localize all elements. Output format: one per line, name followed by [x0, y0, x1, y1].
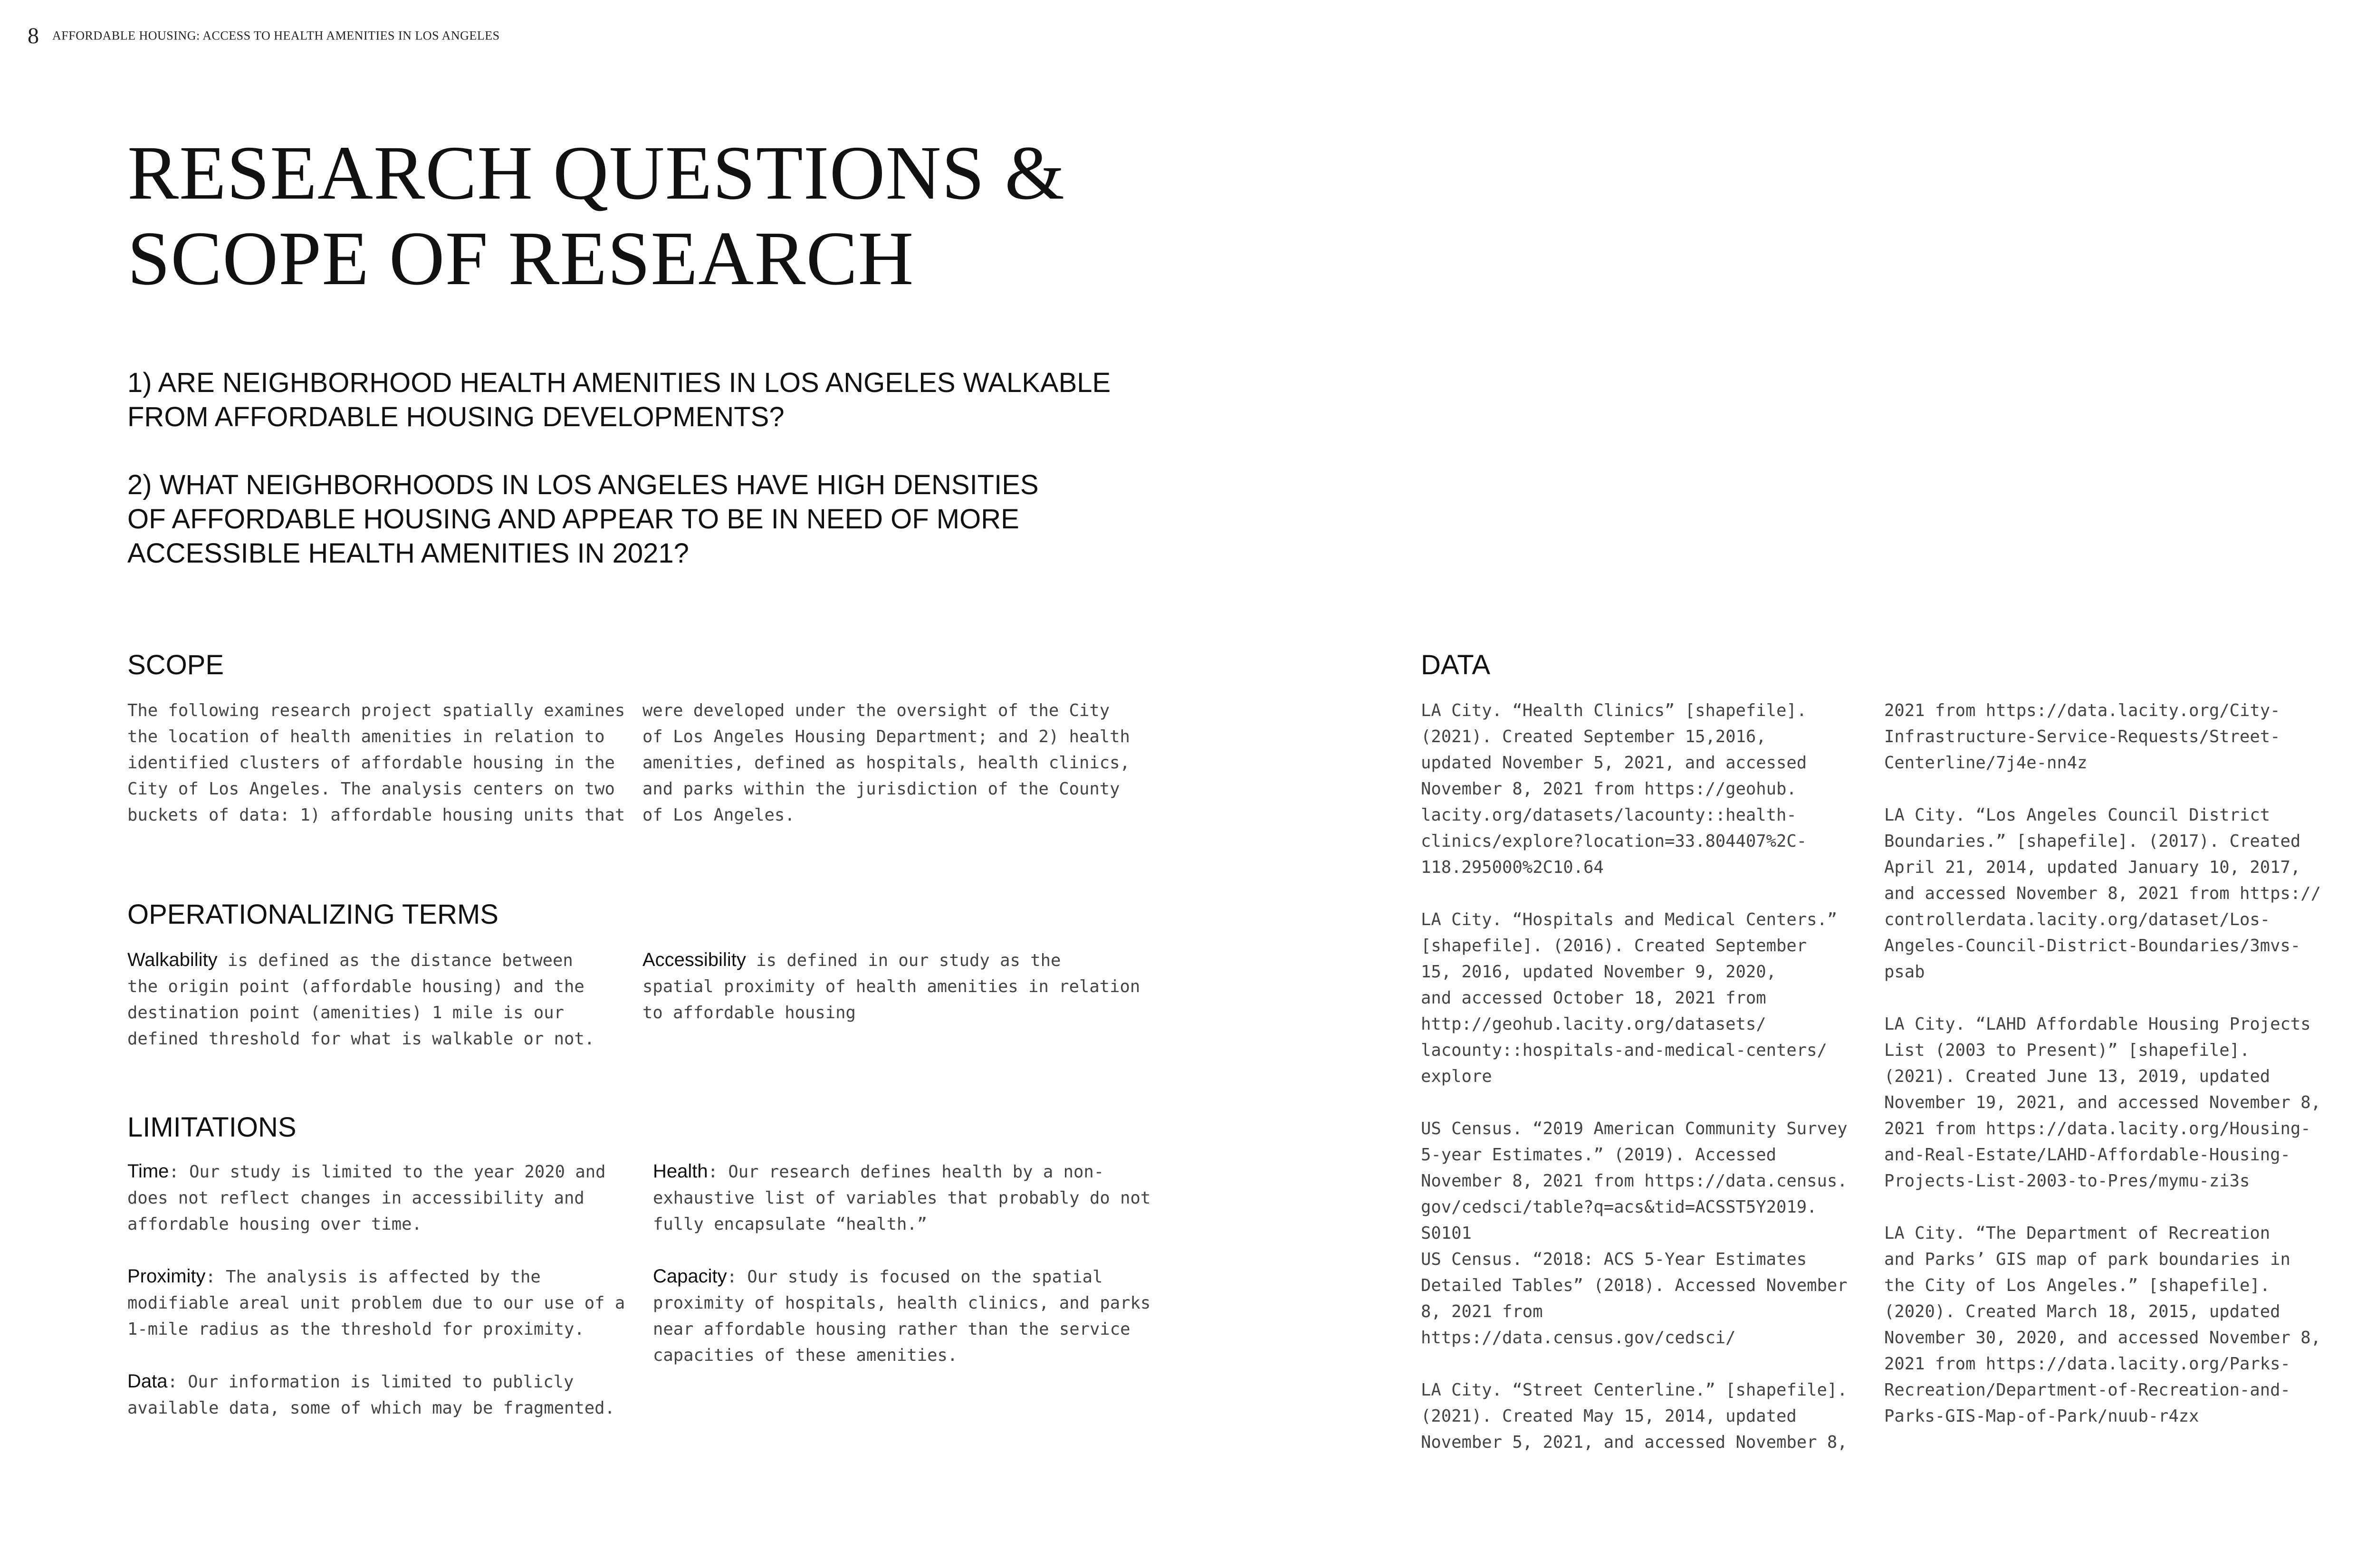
reference-line: November 5, 2021, and accessed November 8, — [1421, 1433, 1848, 1452]
data-reference — [1884, 1011, 2359, 1194]
term-time: Time — [127, 1161, 169, 1182]
limitation-line: fully encapsulate “health.” — [653, 1214, 928, 1234]
reference-line: S0101 — [1421, 1224, 1472, 1243]
definition-line: spatial proximity of health amenities in relation — [642, 977, 1140, 996]
scope-line: The following research project spatially examines — [127, 701, 625, 720]
reference-line: and accessed November 8, 2021 from https:// — [1884, 884, 2321, 903]
page-title — [127, 131, 1065, 302]
page-header — [28, 23, 500, 49]
data-reference — [1421, 1116, 1877, 1351]
data-reference — [1884, 1220, 2359, 1429]
reference-line: (2021). Created September 15,2016, — [1421, 727, 1766, 746]
limitation-line: does not reflect changes in accessibility and — [127, 1188, 584, 1208]
reference-line: 8, 2021 from — [1421, 1302, 1543, 1321]
reference-line: explore — [1421, 1067, 1492, 1086]
data-column-1 — [1421, 698, 1877, 1455]
reference-line: LA City. “Street Centerline.” [shapefile]. — [1421, 1380, 1848, 1400]
scope-heading: SCOPE — [127, 650, 224, 680]
scope-line: of Los Angeles Housing Department; and 2) health — [642, 727, 1130, 746]
definition-line: destination point (amenities) 1 mile is our — [127, 1003, 565, 1023]
scope-line: amenities, defined as hospitals, health clinics, — [642, 753, 1130, 773]
scope-line: identified clusters of affordable housing in the — [127, 753, 615, 773]
reference-line: and-Real-Estate/LAHD-Affordable-Housing- — [1884, 1145, 2290, 1165]
reference-line: LA City. “LAHD Affordable Housing Projects — [1884, 1014, 2311, 1034]
reference-line: Parks-GIS-Map-of-Park/nuub-r4zx — [1884, 1406, 2199, 1426]
data-reference — [1421, 698, 1877, 880]
reference-line: 5-year Estimates.” (2019). Accessed — [1421, 1145, 1777, 1165]
walkability-definition — [127, 947, 631, 1052]
reference-line: Infrastructure-Service-Requests/Street- — [1884, 727, 2280, 746]
reference-line: List (2003 to Present)” [shapefile]. — [1884, 1041, 2250, 1060]
limitations-heading: LIMITATIONS — [127, 1112, 297, 1143]
reference-line: US Census. “2019 American Community Survey — [1421, 1119, 1848, 1138]
limitation-data — [127, 1368, 641, 1421]
reference-line: (2020). Created March 18, 2015, updated — [1884, 1302, 2280, 1321]
data-heading: DATA — [1421, 650, 1491, 680]
reference-line: lacity.org/datasets/lacounty::health- — [1421, 805, 1797, 825]
limitation-text: : Our study is limited to the year 2020 and — [169, 1162, 606, 1182]
term-data: Data — [127, 1371, 168, 1392]
reference-line: LA City. “Los Angeles Council District — [1884, 805, 2271, 825]
definition-text: is defined as the distance between — [217, 951, 573, 970]
term-accessibility: Accessibility — [642, 949, 746, 970]
reference-line: [shapefile]. (2016). Created September — [1421, 936, 1807, 956]
scope-line: and parks within the jurisdiction of the County — [642, 779, 1120, 799]
limitation-capacity — [653, 1263, 1176, 1368]
reference-line: November 30, 2020, and accessed November 8, — [1884, 1328, 2321, 1348]
question-line: ACCESSIBLE HEALTH AMENITIES IN 2021? — [127, 538, 689, 569]
data-reference — [1884, 802, 2359, 985]
reference-line: November 8, 2021 from https://data.census. — [1421, 1171, 1848, 1191]
data-column-2 — [1884, 698, 2359, 1429]
limitations-column-2 — [653, 1158, 1176, 1368]
reference-line: psab — [1884, 962, 1925, 982]
page-number: 8 — [28, 23, 39, 48]
term-health: Health — [653, 1161, 708, 1182]
data-reference — [1884, 698, 2359, 776]
research-question-1 — [127, 366, 1220, 434]
definition-text: is defined in our study as the — [746, 951, 1061, 970]
limitation-line: available data, some of which may be fragmented. — [127, 1398, 615, 1418]
term-capacity: Capacity — [653, 1266, 727, 1287]
page-title-line: SCOPE OF RESEARCH — [127, 216, 914, 301]
scope-line: City of Los Angeles. The analysis centers on two — [127, 779, 615, 799]
reference-line: lacounty::hospitals-and-medical-centers/ — [1421, 1041, 1827, 1060]
limitations-column-1 — [127, 1158, 641, 1421]
scope-column-2 — [642, 698, 1146, 828]
reference-line: (2021). Created May 15, 2014, updated — [1421, 1406, 1797, 1426]
accessibility-definition — [642, 947, 1165, 1026]
term-proximity: Proximity — [127, 1266, 206, 1287]
reference-line: April 21, 2014, updated January 10, 2017, — [1884, 858, 2301, 877]
reference-line: Centerline/7j4e-nn4z — [1884, 753, 2088, 773]
reference-line: November 8, 2021 from https://geohub. — [1421, 779, 1797, 799]
limitation-line: modifiable areal unit problem due to our use of a — [127, 1293, 625, 1313]
reference-line: Angeles-Council-District-Boundaries/3mvs- — [1884, 936, 2301, 956]
reference-line: November 19, 2021, and accessed November 8, — [1884, 1093, 2321, 1112]
reference-line: controllerdata.lacity.org/dataset/Los- — [1884, 910, 2271, 929]
reference-line: (2021). Created June 13, 2019, updated — [1884, 1067, 2271, 1086]
reference-line: and Parks’ GIS map of park boundaries in — [1884, 1250, 2290, 1269]
reference-line: Boundaries.” [shapefile]. (2017). Created — [1884, 832, 2301, 851]
question-line: 1) ARE NEIGHBORHOOD HEALTH AMENITIES IN LOS ANGELES WALKABLE — [127, 367, 1111, 398]
reference-line: http://geohub.lacity.org/datasets/ — [1421, 1014, 1766, 1034]
limitation-health — [653, 1158, 1176, 1237]
reference-line: LA City. “Hospitals and Medical Centers.” — [1421, 910, 1838, 929]
data-reference — [1421, 907, 1877, 1090]
term-walkability: Walkability — [127, 949, 218, 970]
limitation-text: : Our study is focused on the spatial — [727, 1267, 1103, 1287]
limitation-line: exhaustive list of variables that probably do not — [653, 1188, 1151, 1208]
reference-line: 2021 from https://data.lacity.org/City- — [1884, 701, 2280, 720]
reference-line: Projects-List-2003-to-Pres/mymu-zi3s — [1884, 1171, 2250, 1191]
reference-line: 118.295000%2C10.64 — [1421, 858, 1604, 877]
reference-line: Recreation/Department-of-Recreation-and- — [1884, 1380, 2290, 1400]
terms-heading: OPERATIONALIZING TERMS — [127, 899, 498, 930]
reference-line: 15, 2016, updated November 9, 2020, — [1421, 962, 1777, 982]
reference-line: 2021 from https://data.lacity.org/Parks- — [1884, 1354, 2290, 1374]
limitation-line: near affordable housing rather than the service — [653, 1319, 1131, 1339]
definition-line: to affordable housing — [642, 1003, 856, 1023]
data-reference — [1421, 1377, 1877, 1455]
research-question-2 — [127, 468, 1220, 571]
reference-line: LA City. “Health Clinics” [shapefile]. — [1421, 701, 1807, 720]
scope-line: the location of health amenities in relation to — [127, 727, 605, 746]
question-line: FROM AFFORDABLE HOUSING DEVELOPMENTS? — [127, 402, 785, 432]
definition-line: the origin point (affordable housing) and the — [127, 977, 584, 996]
reference-line: updated November 5, 2021, and accessed — [1421, 753, 1807, 773]
reference-line: Detailed Tables” (2018). Accessed November — [1421, 1276, 1848, 1295]
page-title-line: RESEARCH QUESTIONS & — [127, 131, 1065, 216]
scope-line: of Los Angeles. — [642, 805, 795, 825]
limitation-text: : The analysis is affected by the — [205, 1267, 541, 1287]
reference-line: and accessed October 18, 2021 from — [1421, 988, 1766, 1008]
scope-line: were developed under the oversight of the City — [642, 701, 1110, 720]
definition-line: defined threshold for what is walkable or not. — [127, 1029, 595, 1049]
reference-line: gov/cedsci/table?q=acs&tid=ACSST5Y2019. — [1421, 1197, 1817, 1217]
reference-line: clinics/explore?location=33.804407%2C- — [1421, 832, 1807, 851]
reference-line: US Census. “2018: ACS 5-Year Estimates — [1421, 1250, 1807, 1269]
reference-line: LA City. “The Department of Recreation — [1884, 1224, 2271, 1243]
limitation-line: affordable housing over time. — [127, 1214, 422, 1234]
question-line: 2) WHAT NEIGHBORHOODS IN LOS ANGELES HAVE HIGH DENSITIES — [127, 469, 1039, 500]
scope-column-1 — [127, 698, 631, 828]
scope-line: buckets of data: 1) affordable housing units that — [127, 805, 625, 825]
limitation-text: : Our information is limited to publicly — [167, 1372, 574, 1392]
limitation-proximity — [127, 1263, 641, 1342]
limitation-line: capacities of these amenities. — [653, 1346, 958, 1365]
reference-line: 2021 from https://data.lacity.org/Housing- — [1884, 1119, 2311, 1138]
reference-line: https://data.census.gov/cedsci/ — [1421, 1328, 1736, 1348]
limitation-text: : Our research defines health by a non- — [708, 1162, 1104, 1182]
limitation-line: 1-mile radius as the threshold for proximity. — [127, 1319, 584, 1339]
limitation-line: proximity of hospitals, health clinics, and parks — [653, 1293, 1151, 1313]
running-title: AFFORDABLE HOUSING: ACCESS TO HEALTH AMENITIES IN LOS ANGELES — [52, 29, 500, 43]
reference-line: the City of Los Angeles.” [shapefile]. — [1884, 1276, 2271, 1295]
limitation-time — [127, 1158, 641, 1237]
question-line: OF AFFORDABLE HOUSING AND APPEAR TO BE IN NEED OF MORE — [127, 504, 1019, 535]
